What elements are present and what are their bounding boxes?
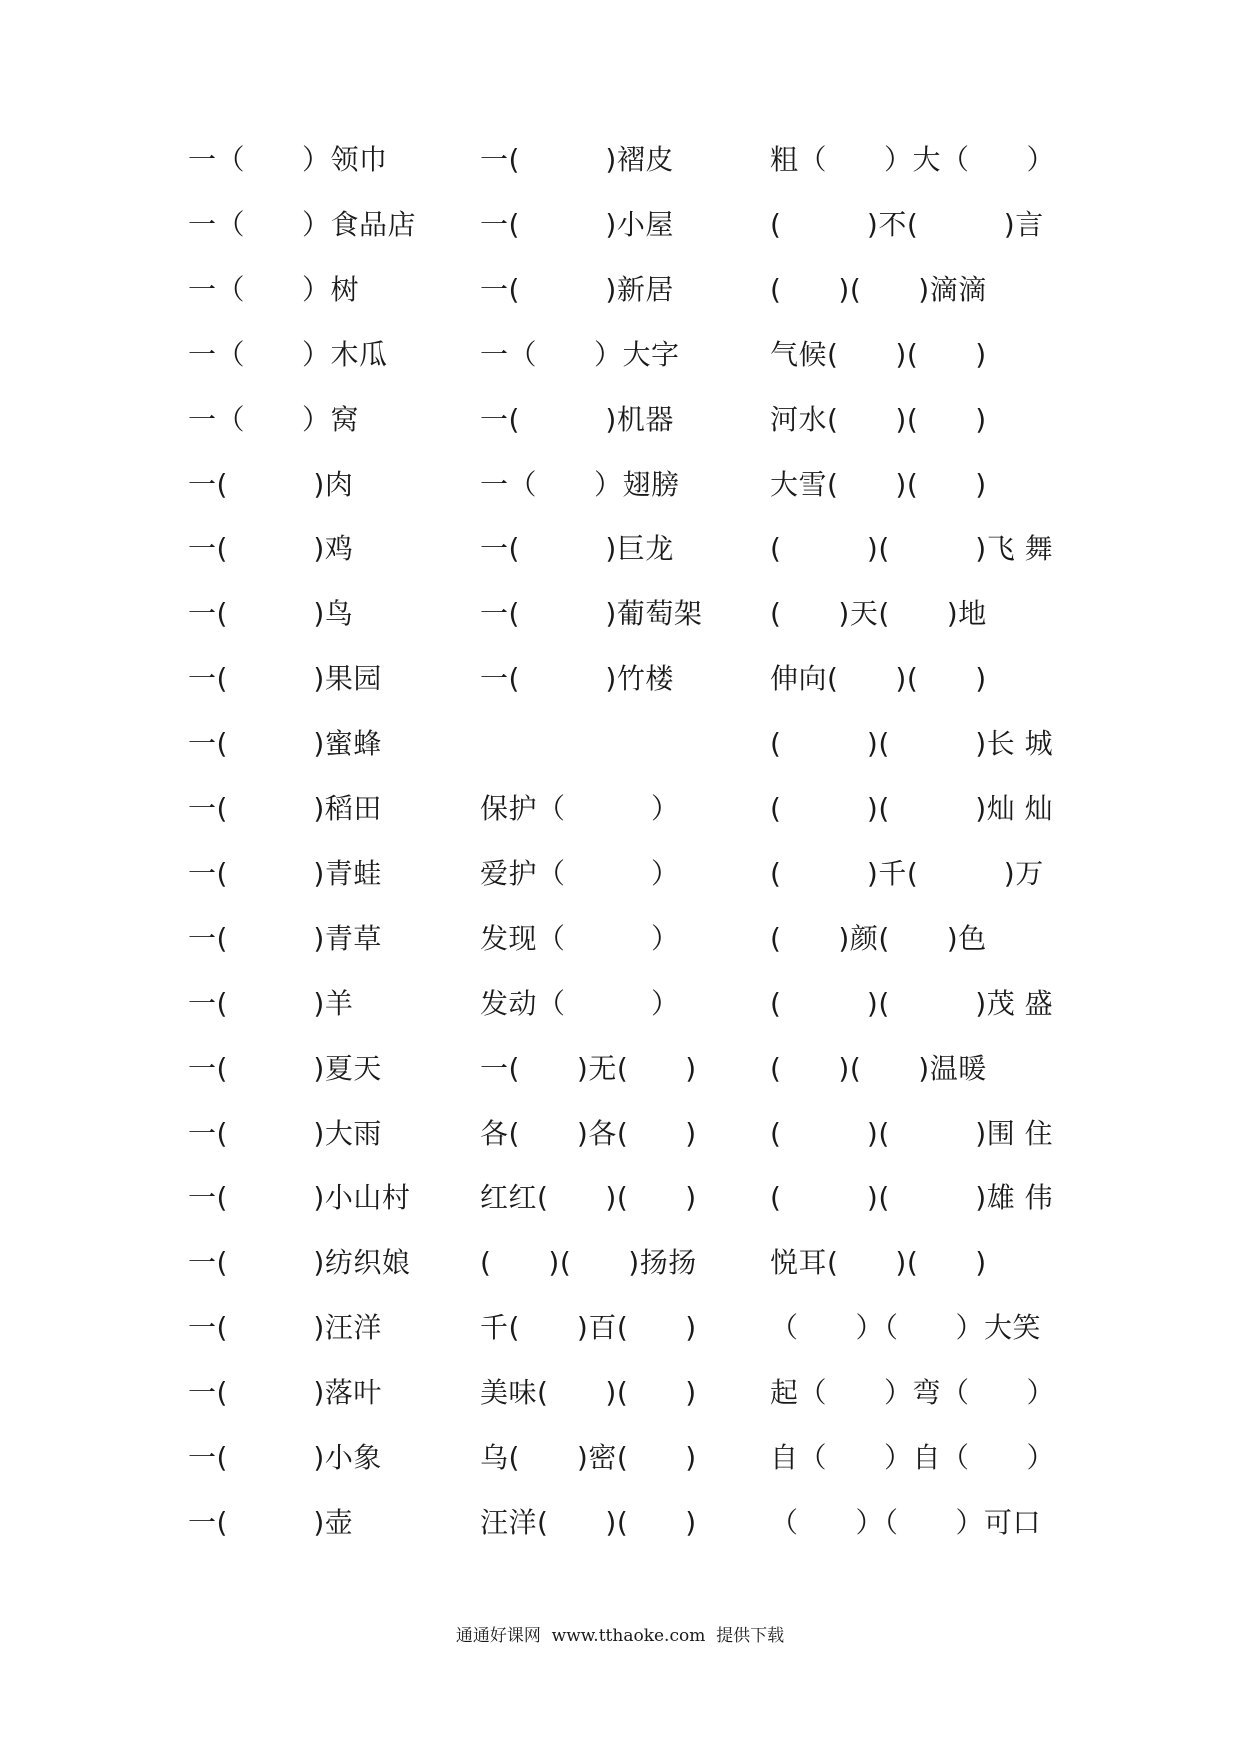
fill-blank-item: ( )千( )万: [770, 856, 1044, 890]
fill-blank-item: ( )天( )地: [770, 597, 987, 631]
fill-blank-item: 乌( )密( ): [480, 1441, 697, 1474]
fill-blank-item: ( )( )扬扬: [480, 1246, 697, 1280]
fill-blank-item: （ ）（ ）可口: [770, 1505, 1042, 1539]
fill-blank-item: 大雪( )( ): [770, 467, 987, 501]
fill-blank-item: 一( )小屋: [480, 207, 674, 241]
fill-blank-item: 汪洋( )( ): [480, 1505, 697, 1539]
fill-blank-item: 一( )新居: [480, 272, 674, 306]
fill-blank-item: （ ）（ ）大笑: [770, 1311, 1042, 1345]
fill-blank-item: 一( )青草: [188, 921, 382, 955]
fill-blank-item: ( )( )长 城: [770, 727, 1054, 761]
fill-blank-item: ( )( )滴滴: [770, 272, 987, 306]
fill-blank-item: 一( )肉: [188, 467, 354, 501]
fill-blank-item: 一( )壶: [188, 1505, 354, 1539]
fill-blank-item: 自（ ）自（ ）: [770, 1441, 1056, 1474]
fill-blank-item: 粗（ ）大（ ）: [770, 143, 1056, 176]
fill-blank-item: 发现（ ）: [480, 921, 680, 955]
fill-blank-item: 一( )鸡: [188, 532, 354, 566]
fill-blank-item: ( )( )围 住: [770, 1116, 1054, 1150]
fill-blank-item: 起（ ）弯（ ）: [770, 1376, 1056, 1410]
fill-blank-item: 一( )小象: [188, 1441, 382, 1474]
fill-blank-item: ( )( )温暖: [770, 1051, 987, 1085]
fill-blank-item: 一（ ）大字: [480, 337, 680, 371]
fill-blank-item: 千( )百( ): [480, 1311, 697, 1345]
fill-blank-item: ( )( )茂 盛: [770, 986, 1054, 1020]
fill-blank-item: 气候( )( ): [770, 337, 987, 371]
fill-blank-item: 一( )巨龙: [480, 532, 674, 566]
fill-blank-item: 一( )夏天: [188, 1051, 382, 1085]
fill-blank-item: 一( )小山村: [188, 1181, 411, 1215]
fill-blank-item: 悦耳( )( ): [770, 1246, 987, 1280]
fill-blank-item: 保护（ ）: [480, 792, 680, 825]
fill-blank-item: 河水( )( ): [770, 402, 987, 436]
fill-blank-item: ( )不( )言: [770, 207, 1044, 241]
fill-blank-item: ( )( )雄 伟: [770, 1181, 1054, 1215]
fill-blank-item: ( )颜( )色: [770, 921, 987, 955]
fill-blank-item: 红红( )( ): [480, 1181, 697, 1215]
fill-blank-item: 一( )落叶: [188, 1376, 382, 1410]
fill-blank-item: 发动（ ）: [480, 986, 680, 1020]
fill-blank-item: 一( )褶皮: [480, 143, 674, 176]
fill-blank-item: 一( )青蛙: [188, 856, 382, 890]
footer-credit: 通通好课网 www.tthaoke.com 提供下载: [455, 1626, 785, 1646]
fill-blank-item: ( )( )飞 舞: [770, 532, 1054, 566]
fill-blank-item: ( )( )灿 灿: [770, 792, 1054, 825]
fill-blank-item: 各( )各( ): [480, 1116, 697, 1150]
fill-blank-item: 爱护（ ）: [480, 856, 680, 890]
fill-blank-item: 一( )果园: [188, 662, 382, 696]
fill-blank-item: 美味( )( ): [480, 1376, 697, 1410]
fill-blank-item: 一( )汪洋: [188, 1311, 382, 1345]
fill-blank-item: 一（ ）领巾: [188, 143, 388, 176]
fill-blank-item: 一( )大雨: [188, 1116, 382, 1150]
fill-blank-item: 伸向( )( ): [770, 662, 987, 696]
fill-blank-item: 一( )蜜蜂: [188, 727, 382, 761]
fill-blank-item: 一( )稻田: [188, 792, 382, 825]
fill-blank-item: 一（ ）木瓜: [188, 337, 388, 371]
fill-blank-item: 一( )竹楼: [480, 662, 674, 696]
fill-blank-item: 一（ ）窝: [188, 402, 360, 436]
fill-blank-item: 一( )羊: [188, 986, 354, 1020]
fill-blank-item: 一( )机器: [480, 402, 674, 436]
fill-blank-item: 一（ ）树: [188, 272, 360, 306]
fill-blank-item: 一( )纺织娘: [188, 1246, 411, 1280]
fill-blank-item: 一（ ）食品店: [188, 207, 417, 241]
fill-blank-item: 一（ ）翅膀: [480, 467, 680, 501]
fill-blank-item: 一( )葡萄架: [480, 597, 703, 631]
fill-blank-item: 一( )无( ): [480, 1051, 697, 1085]
fill-blank-item: 一( )鸟: [188, 597, 354, 631]
